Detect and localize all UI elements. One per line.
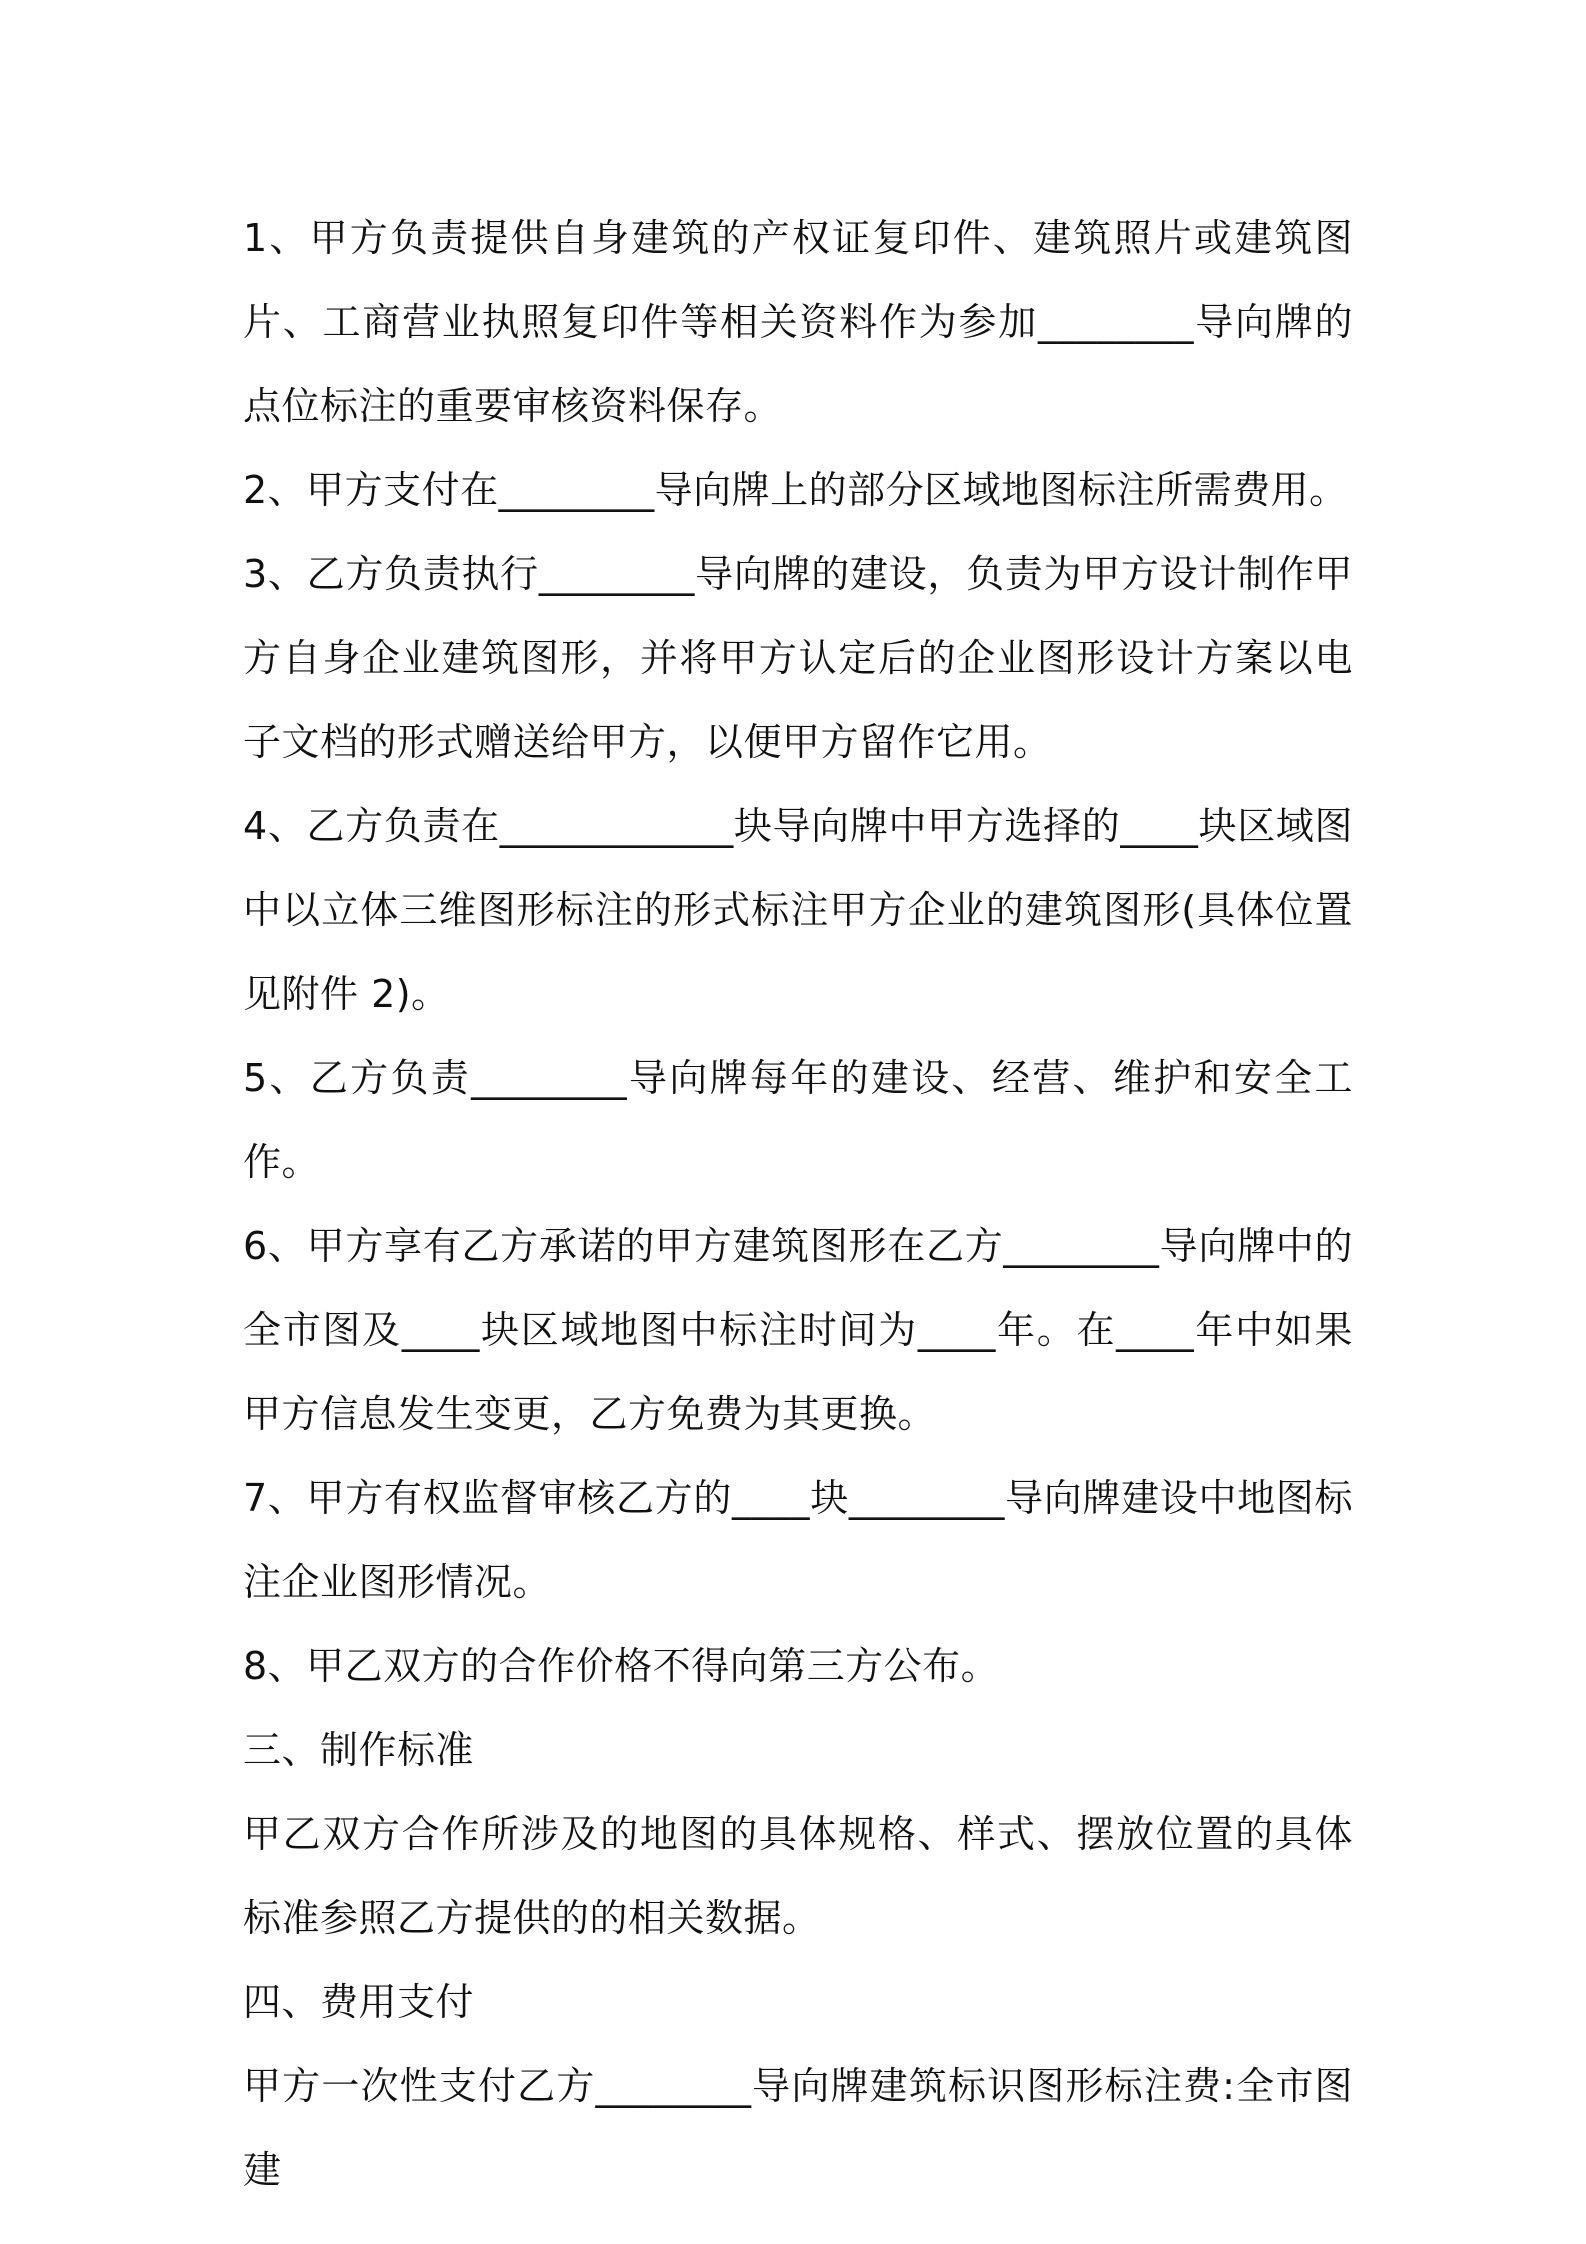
clause-7: 7、甲方有权监督审核乙方的____块________导向牌建设中地图标注企业图形情况。 [243, 1476, 1353, 1604]
section-4-heading: 四、费用支付 [243, 1980, 475, 2024]
clause-8: 8、甲乙双方的合作价格不得向第三方公布。 [243, 1644, 1000, 1688]
document-body [243, 196, 1353, 2212]
section-3-text: 甲乙双方合作所涉及的地图的具体规格、样式、摆放位置的具体标准参照乙方提供的的相关数据。 [243, 1812, 1353, 1940]
clause-3: 3、乙方负责执行________导向牌的建设，负责为甲方设计制作甲方自身企业建筑图形，并将甲方认定后的企业图形设计方案以电子文档的形式赠送给甲方，以便甲方留作它用。 [243, 552, 1353, 764]
clause-4: 4、乙方负责在____________块导向牌中甲方选择的____块区域图中以立体三维图形标注的形式标注甲方企业的建筑图形(具体位置见附件 2)。 [243, 804, 1353, 1016]
clause-5: 5、乙方负责________导向牌每年的建设、经营、维护和安全工作。 [243, 1056, 1353, 1184]
clause-6: 6、甲方享有乙方承诺的甲方建筑图形在乙方________导向牌中的全市图及____块区域地图中标注时间为____年。在____年中如果甲方信息发生变更，乙方免费为其更换。 [243, 1224, 1353, 1436]
clause-1: 1、甲方负责提供自身建筑的产权证复印件、建筑照片或建筑图片、工商营业执照复印件等相关资料作为参加________导向牌的点位标注的重要审核资料保存。 [243, 216, 1353, 428]
section-4-text: 甲方一次性支付乙方________导向牌建筑标识图形标注费:全市图建 [243, 2064, 1353, 2192]
section-3-heading: 三、制作标准 [243, 1728, 475, 1772]
clause-2: 2、甲方支付在________导向牌上的部分区域地图标注所需费用。 [243, 468, 1348, 512]
